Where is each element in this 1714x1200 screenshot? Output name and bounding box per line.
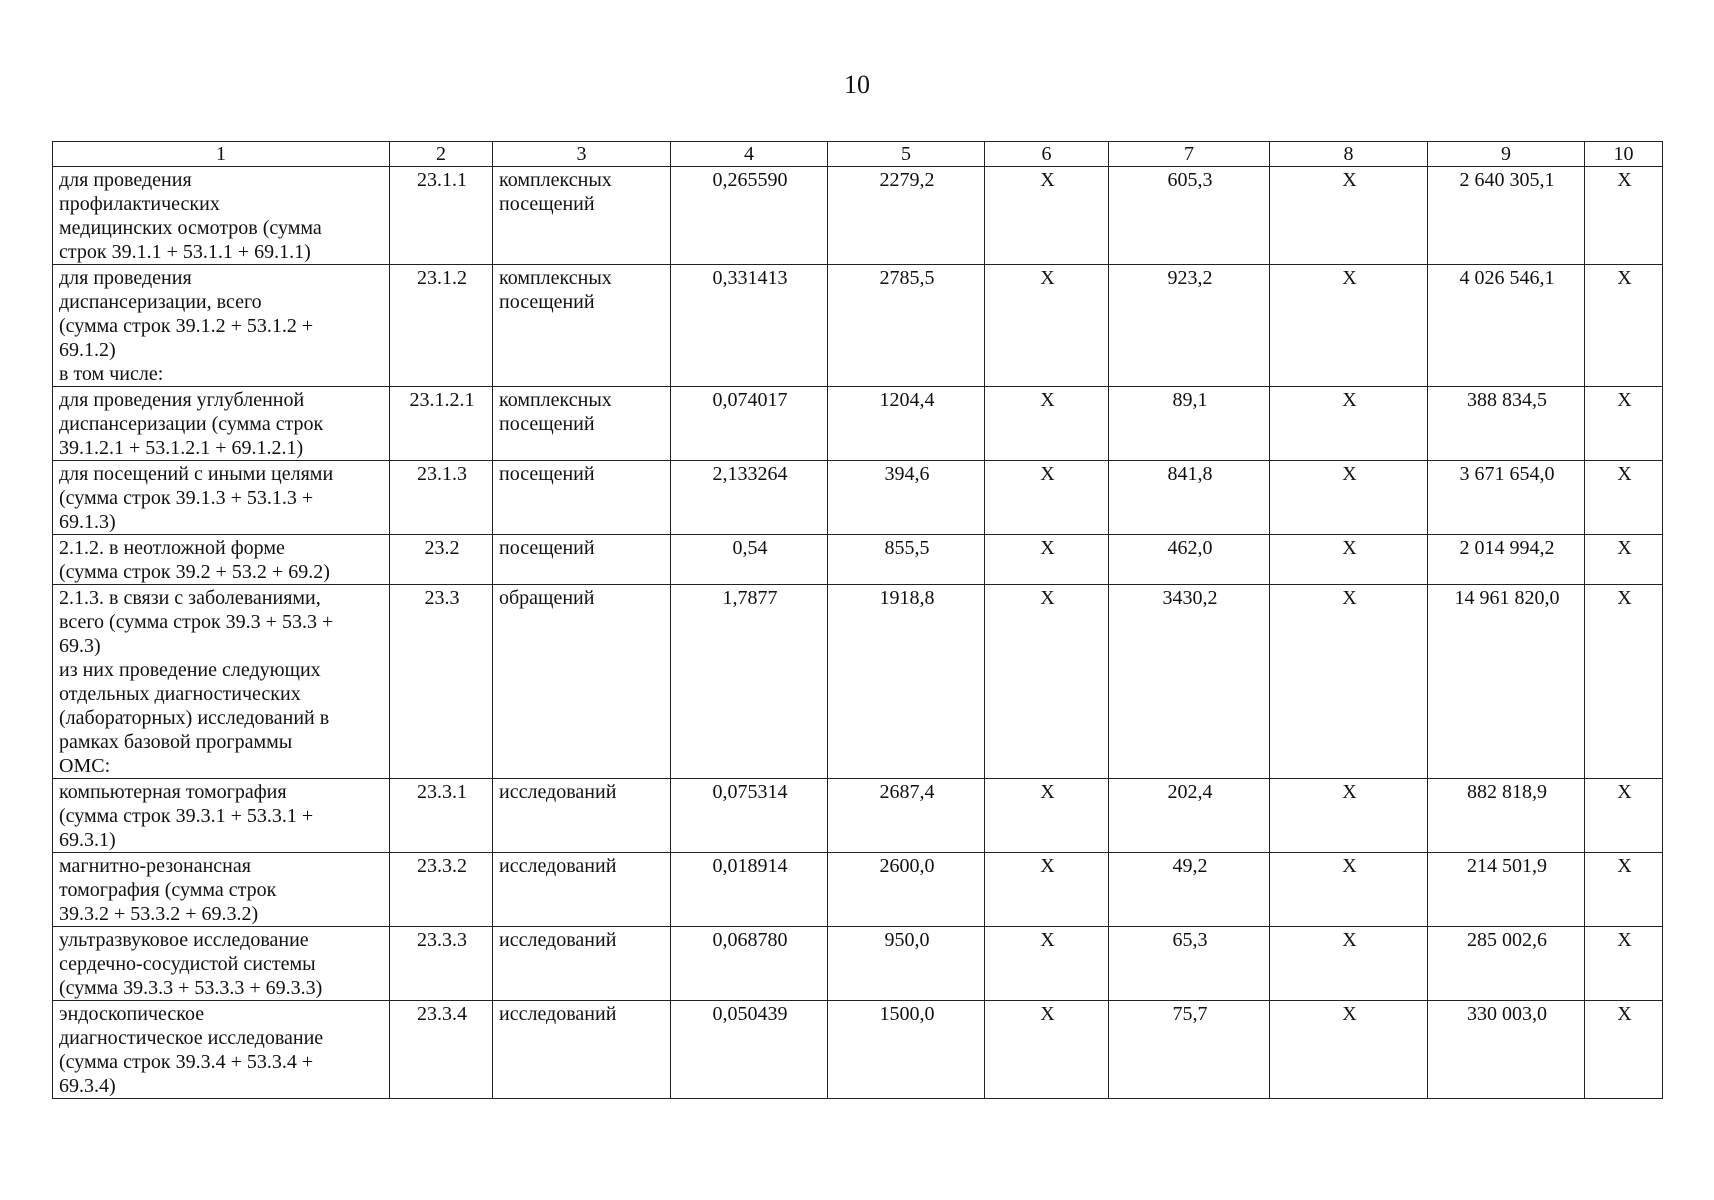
row-unit <box>493 1001 671 1099</box>
unit-line: посещений <box>499 463 595 485</box>
value-col-10: Х <box>1585 1001 1663 1099</box>
table-row <box>53 853 1663 927</box>
description-line: в том числе: <box>59 363 164 385</box>
description-line: магнитно-резонансная <box>59 855 251 877</box>
value-col-5: 2687,4 <box>828 779 985 853</box>
description-line: 69.1.2) <box>59 339 116 361</box>
value-col-8: Х <box>1270 265 1428 387</box>
value-col-10: Х <box>1585 387 1663 461</box>
column-header: 1 <box>53 142 390 167</box>
description-line: (лабораторных) исследований в <box>59 707 330 729</box>
value-col-4: 2,133264 <box>671 461 828 535</box>
value-col-9: 882 818,9 <box>1428 779 1585 853</box>
description-line: 39.1.2.1 + 53.1.2.1 + 69.1.2.1) <box>59 437 304 459</box>
unit-line: посещений <box>499 193 595 215</box>
value-col-10: Х <box>1585 535 1663 585</box>
value-col-6: Х <box>985 461 1109 535</box>
value-col-5: 950,0 <box>828 927 985 1001</box>
value-col-10: Х <box>1585 779 1663 853</box>
row-unit <box>493 387 671 461</box>
value-col-4: 0,018914 <box>671 853 828 927</box>
unit-line: посещений <box>499 537 595 559</box>
description-line: отдельных диагностических <box>59 683 301 705</box>
value-col-5: 1204,4 <box>828 387 985 461</box>
page-number: 10 <box>844 70 870 99</box>
table-row <box>53 927 1663 1001</box>
description-line: 2.1.2. в неотложной форме <box>59 537 285 559</box>
description-line: (сумма строк 39.3.4 + 53.3.4 + <box>59 1051 314 1073</box>
row-unit <box>493 535 671 585</box>
row-description <box>53 1001 390 1099</box>
description-line: 69.3) <box>59 635 101 657</box>
row-description <box>53 779 390 853</box>
table-row <box>53 1001 1663 1099</box>
unit-line: посещений <box>499 291 595 313</box>
value-col-6: Х <box>985 167 1109 265</box>
value-col-9: 4 026 546,1 <box>1428 265 1585 387</box>
value-col-4: 0,265590 <box>671 167 828 265</box>
column-header: 4 <box>671 142 828 167</box>
column-header: 10 <box>1585 142 1663 167</box>
description-line: сердечно-сосудистой системы <box>59 953 316 975</box>
value-col-8: Х <box>1270 167 1428 265</box>
value-col-7: 75,7 <box>1109 1001 1270 1099</box>
unit-line: обращений <box>499 587 595 609</box>
value-col-10: Х <box>1585 265 1663 387</box>
row-code: 23.1.1 <box>390 167 493 265</box>
value-col-4: 0,068780 <box>671 927 828 1001</box>
value-col-5: 2785,5 <box>828 265 985 387</box>
row-description <box>53 853 390 927</box>
column-header: 5 <box>828 142 985 167</box>
row-unit <box>493 167 671 265</box>
row-code: 23.3.3 <box>390 927 493 1001</box>
value-col-10: Х <box>1585 853 1663 927</box>
unit-line: комплексных <box>499 267 612 289</box>
value-col-7: 923,2 <box>1109 265 1270 387</box>
row-description <box>53 265 390 387</box>
description-line: всего (сумма строк 39.3 + 53.3 + <box>59 611 334 633</box>
description-line: ультразвуковое исследование <box>59 929 309 951</box>
value-col-5: 2600,0 <box>828 853 985 927</box>
value-col-10: Х <box>1585 167 1663 265</box>
description-line: 69.3.1) <box>59 829 116 851</box>
row-code: 23.3 <box>390 585 493 779</box>
row-description <box>53 387 390 461</box>
value-col-10: Х <box>1585 585 1663 779</box>
row-code: 23.3.1 <box>390 779 493 853</box>
unit-line: исследований <box>499 1003 617 1025</box>
value-col-4: 0,050439 <box>671 1001 828 1099</box>
value-col-7: 605,3 <box>1109 167 1270 265</box>
description-line: ОМС: <box>59 755 111 777</box>
description-line: диагностическое исследование <box>59 1027 324 1049</box>
value-col-5: 2279,2 <box>828 167 985 265</box>
value-col-9: 388 834,5 <box>1428 387 1585 461</box>
table-row <box>53 265 1663 387</box>
row-unit <box>493 585 671 779</box>
description-line: диспансеризации (сумма строк <box>59 413 324 435</box>
value-col-10: Х <box>1585 461 1663 535</box>
row-code: 23.1.3 <box>390 461 493 535</box>
value-col-10: Х <box>1585 927 1663 1001</box>
table-body <box>53 167 1663 1099</box>
table-row <box>53 779 1663 853</box>
value-col-8: Х <box>1270 1001 1428 1099</box>
value-col-8: Х <box>1270 461 1428 535</box>
row-unit <box>493 461 671 535</box>
header-row <box>53 142 1663 167</box>
row-description <box>53 461 390 535</box>
data-table <box>52 141 1663 1099</box>
row-unit <box>493 265 671 387</box>
value-col-4: 1,7877 <box>671 585 828 779</box>
row-code: 23.2 <box>390 535 493 585</box>
column-header: 7 <box>1109 142 1270 167</box>
value-col-7: 462,0 <box>1109 535 1270 585</box>
value-col-8: Х <box>1270 927 1428 1001</box>
value-col-6: Х <box>985 779 1109 853</box>
row-description <box>53 535 390 585</box>
column-header: 6 <box>985 142 1109 167</box>
row-description <box>53 167 390 265</box>
column-header: 9 <box>1428 142 1585 167</box>
table-row <box>53 167 1663 265</box>
description-line: медицинских осмотров (сумма <box>59 217 322 239</box>
value-col-6: Х <box>985 927 1109 1001</box>
unit-line: исследований <box>499 929 617 951</box>
column-header: 3 <box>493 142 671 167</box>
row-description <box>53 585 390 779</box>
value-col-9: 2 640 305,1 <box>1428 167 1585 265</box>
value-col-9: 214 501,9 <box>1428 853 1585 927</box>
description-line: рамках базовой программы <box>59 731 293 753</box>
column-header: 8 <box>1270 142 1428 167</box>
description-line: (сумма строк 39.1.3 + 53.1.3 + <box>59 487 314 509</box>
value-col-9: 14 961 820,0 <box>1428 585 1585 779</box>
value-col-6: Х <box>985 387 1109 461</box>
value-col-7: 202,4 <box>1109 779 1270 853</box>
value-col-9: 3 671 654,0 <box>1428 461 1585 535</box>
column-header: 2 <box>390 142 493 167</box>
row-code: 23.1.2 <box>390 265 493 387</box>
value-col-7: 89,1 <box>1109 387 1270 461</box>
row-description <box>53 927 390 1001</box>
description-line: (сумма строк 39.1.2 + 53.1.2 + <box>59 315 314 337</box>
description-line: эндоскопическое <box>59 1003 205 1025</box>
description-line: для проведения <box>59 169 192 191</box>
row-code: 23.3.4 <box>390 1001 493 1099</box>
description-line: диспансеризации, всего <box>59 291 262 313</box>
value-col-8: Х <box>1270 779 1428 853</box>
description-line: для проведения углубленной <box>59 389 305 411</box>
value-col-4: 0,074017 <box>671 387 828 461</box>
row-unit <box>493 853 671 927</box>
row-unit <box>493 779 671 853</box>
table-row <box>53 585 1663 779</box>
description-line: компьютерная томография <box>59 781 287 803</box>
description-line: томография (сумма строк <box>59 879 277 901</box>
value-col-4: 0,331413 <box>671 265 828 387</box>
description-line: для проведения <box>59 267 192 289</box>
description-line: 39.3.2 + 53.3.2 + 69.3.2) <box>59 903 259 925</box>
value-col-8: Х <box>1270 853 1428 927</box>
value-col-7: 841,8 <box>1109 461 1270 535</box>
value-col-7: 3430,2 <box>1109 585 1270 779</box>
table-row <box>53 387 1663 461</box>
row-code: 23.3.2 <box>390 853 493 927</box>
value-col-6: Х <box>985 265 1109 387</box>
unit-line: исследований <box>499 855 617 877</box>
value-col-9: 285 002,6 <box>1428 927 1585 1001</box>
description-line: строк 39.1.1 + 53.1.1 + 69.1.1) <box>59 241 311 263</box>
value-col-5: 394,6 <box>828 461 985 535</box>
description-line: (сумма строк 39.3.1 + 53.3.1 + <box>59 805 314 827</box>
description-line: (сумма строк 39.2 + 53.2 + 69.2) <box>59 561 330 583</box>
description-line: (сумма 39.3.3 + 53.3.3 + 69.3.3) <box>59 977 323 999</box>
value-col-6: Х <box>985 585 1109 779</box>
description-line: 2.1.3. в связи с заболеваниями, <box>59 587 321 609</box>
description-line: из них проведение следующих <box>59 659 321 681</box>
unit-line: исследований <box>499 781 617 803</box>
row-code: 23.1.2.1 <box>390 387 493 461</box>
value-col-6: Х <box>985 535 1109 585</box>
value-col-6: Х <box>985 853 1109 927</box>
value-col-5: 1500,0 <box>828 1001 985 1099</box>
value-col-9: 330 003,0 <box>1428 1001 1585 1099</box>
description-line: 69.1.3) <box>59 511 116 533</box>
value-col-8: Х <box>1270 585 1428 779</box>
value-col-7: 65,3 <box>1109 927 1270 1001</box>
unit-line: посещений <box>499 413 595 435</box>
value-col-4: 0,54 <box>671 535 828 585</box>
description-line: для посещений с иными целями <box>59 463 334 485</box>
value-col-8: Х <box>1270 535 1428 585</box>
value-col-5: 1918,8 <box>828 585 985 779</box>
value-col-6: Х <box>985 1001 1109 1099</box>
value-col-5: 855,5 <box>828 535 985 585</box>
value-col-8: Х <box>1270 387 1428 461</box>
unit-line: комплексных <box>499 389 612 411</box>
description-line: профилактических <box>59 193 220 215</box>
row-unit <box>493 927 671 1001</box>
description-line: 69.3.4) <box>59 1075 116 1097</box>
table-row <box>53 461 1663 535</box>
table-row <box>53 535 1663 585</box>
value-col-4: 0,075314 <box>671 779 828 853</box>
value-col-7: 49,2 <box>1109 853 1270 927</box>
value-col-9: 2 014 994,2 <box>1428 535 1585 585</box>
unit-line: комплексных <box>499 169 612 191</box>
